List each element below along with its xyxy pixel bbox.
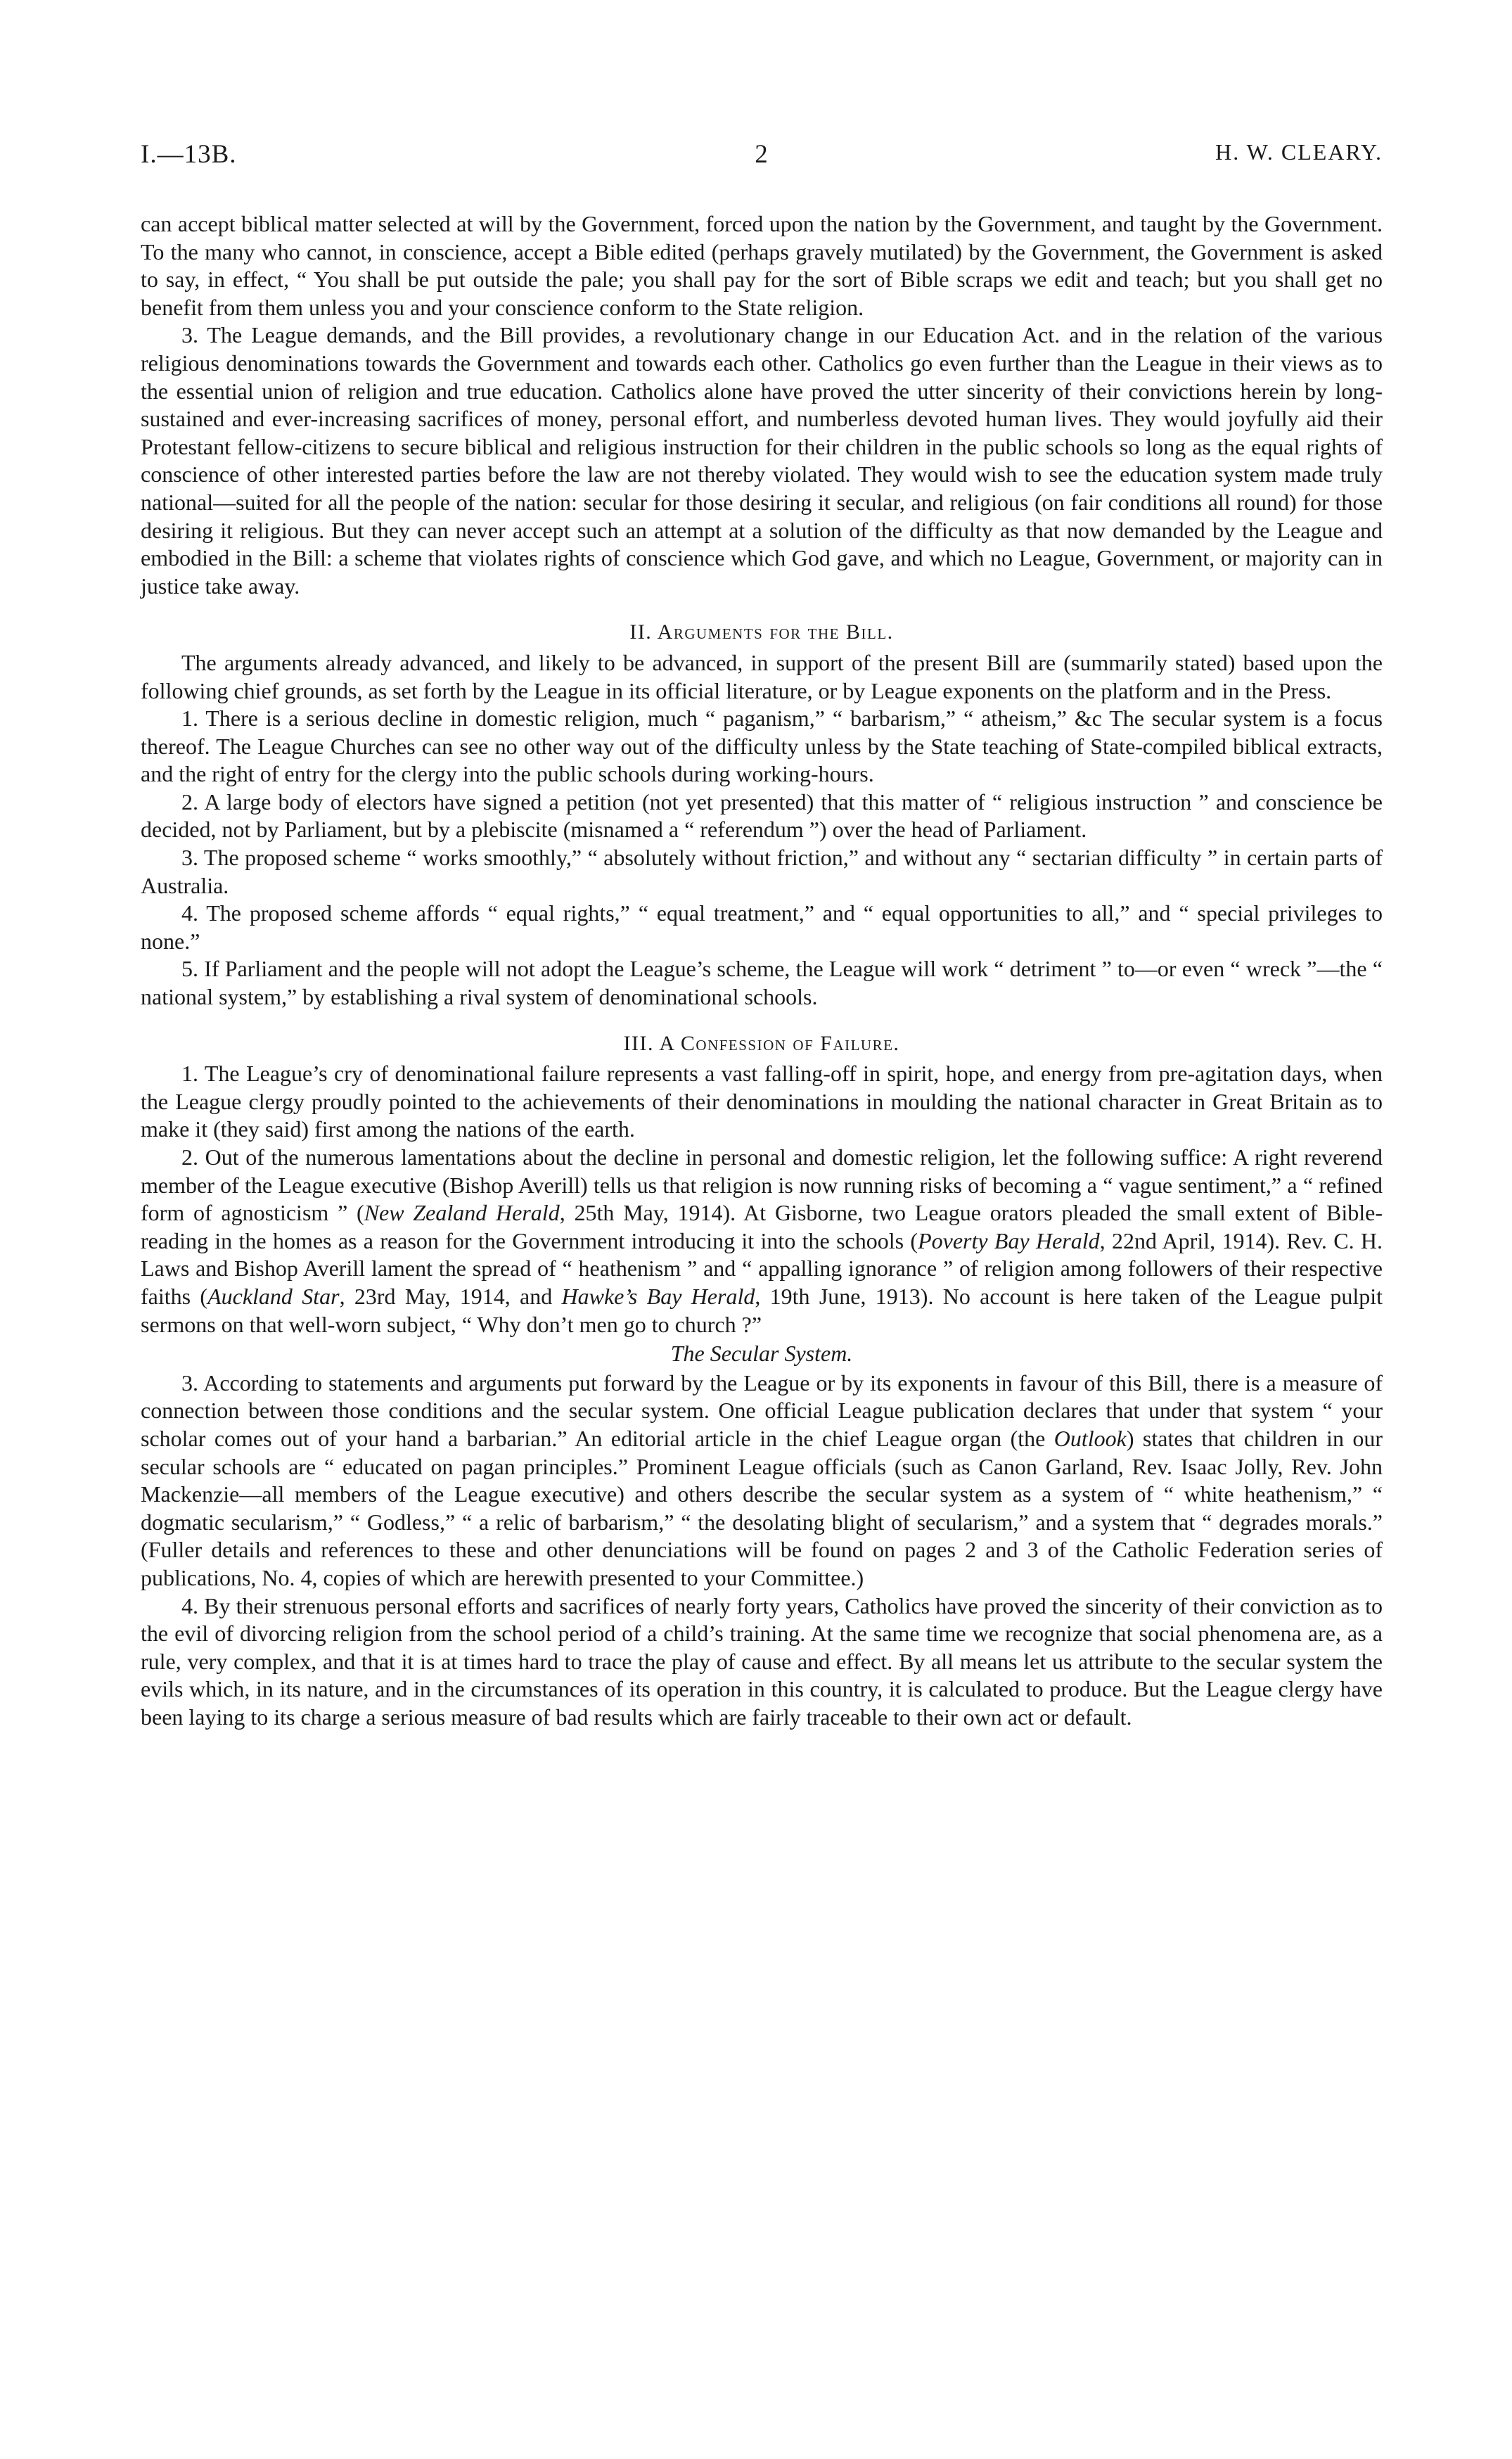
witness-name: H. W. CLEARY. <box>1215 139 1383 165</box>
page-header <box>141 139 1383 174</box>
source-citation: Poverty Bay Herald <box>918 1227 1100 1253</box>
argument-item: 5. If Parliament and the people will not adopt the League’s scheme, the League will work “ detriment ” to—or even “ wreck ”—the “ national system,” by establishing a rival system of denominational schools. <box>141 956 1383 1010</box>
document-reference: I.—13B. <box>141 140 237 169</box>
argument-item: 3. The proposed scheme “ works smoothly,” “ absolutely without friction,” and without any “ sectarian difficulty ” in certain parts of Australia. <box>141 845 1383 898</box>
confession-item-2 <box>141 1144 1383 1339</box>
text-run: ) states that children in our secular schools are “ educated on pagan principles.” Prominent League officials (such as Canon Garland, Rev. Isaac Jolly, Rev. John Mackenzie—all members of the League executive) and others describe the secular system as a system of “ white heathenism,” “ dogmatic secularism,” “ Godless,” “ a relic of barbarism,” “ the desolating blight of secularism,” and a system that “ degrades morals.” (Fuller details and references to these and other denunciations will be found on pages 2 and 3 of the Catholic Federation series of publications, No. 4, copies of which are herewith presented to your Committee.) <box>141 1425 1383 1590</box>
section-heading-arguments: II. Arguments for the Bill. <box>629 620 894 644</box>
paragraph-league-demands: 3. The League demands, and the Bill provides, a revolutionary change in our Education Act. and in the relation of the various religious denominations towards the Government and towards each other. Catholics go even further than the League in their views as to the essential union of religion and true education. Catholics alone have proved the utter sincerity of their convictions herein by long-sustained and ever-increasing sacrifices of money, personal effort, and numberless devoted human lives. They would joyfully aid their Protestant fellow-citizens to secure biblical and religious instruction for their children in the public schools so long as the equal rights of conscience of other interested parties before the law are not thereby violated. They would wish to see the education system made truly national—suited for all the people of the nation: secular for those desiring it secular, and religious (on fair conditions all round) for those desiring it religious. But they can never accept such an attempt at a solution of the difficulty as that now demanded by the League and embodied in the Bill: a scheme that violates rights of conscience which God gave, and which no League, Government, or majority can in justice take away. <box>141 322 1383 599</box>
argument-item: 1. There is a serious decline in domestic religion, much “ paganism,” “ barbarism,” “ atheism,” &c The secular system is a focus thereof. The League Churches can see no other way out of the difficulty unless by the State teaching of State-compiled biblical extracts, and the right of entry for the clergy into the public schools during working-hours. <box>141 705 1383 787</box>
text-run: 2. Out of the numerous lamentations about the decline in personal and domestic religion, let the following suffice: A right reverend member of the League executive (Bishop Averill) tells us that religion is now running risks of becoming a “ vague sentiment,” a “ refined form of agnosticism ” ( <box>141 1144 1383 1226</box>
confession-item-4: 4. By their strenuous personal efforts and sacrifices of nearly forty years, Catholics have proved the sincerity of their conviction as to the evil of divorcing religion from the school period of a child’s training. At the same time we recognize that social phenomena are, as a rule, very complex, and that it is at times hard to trace the play of cause and effect. By all means let us attribute to the secular system the evils which, in its nature, and in the circumstances of its operation in this country, it is calculated to produce. But the League clergy have been laying to its charge a serious measure of bad results which are fairly traceable to their own act or default. <box>141 1592 1383 1730</box>
confession-item-1: 1. The League’s cry of denominational failure represents a vast falling-off in spirit, hope, and energy from pre-agitation days, when the League clergy proudly pointed to the achievements of their denominations in moulding the national character in Great Britain as to make it (they said) first among the nations of the earth. <box>141 1061 1383 1142</box>
section-heading-confession: III. A Confession of Failure. <box>623 1031 900 1055</box>
text-run: , 22nd April, 1914). Rev. C. H. Laws and Bishop Averill lament the spread of “ heathenism ” and “ appalling ignorance ” of religion among followers of their respective faiths ( <box>141 1227 1383 1309</box>
argument-item: 4. The proposed scheme affords “ equal rights,” “ equal treatment,” and “ equal opportunities to all,” and “ special privileges to none.” <box>141 900 1383 954</box>
text-run: , 25th May, 1914). At Gisborne, two League orators pleaded the small extent of Bible-reading in the homes as a reason for the Government introducing it into the schools ( <box>141 1200 1383 1253</box>
page-number: 2 <box>755 140 769 169</box>
text-run: , 23rd May, 1914, and <box>339 1283 562 1309</box>
document-body <box>141 210 1383 1731</box>
confession-item-3 <box>141 1369 1383 1592</box>
source-citation: New Zealand Herald <box>364 1200 560 1226</box>
source-citation: Hawke’s Bay Herald <box>561 1283 755 1309</box>
text-run: , 19th June, 1913). No account is here taken of the League pulpit sermons on that well-worn subject, “ Why don’t men go to church ?” <box>141 1283 1383 1337</box>
text-run: 3. According to statements and arguments put forward by the League or by its exponents in favour of this Bill, there is a measure of connection between those conditions and the secular system. One official League publication declares that under that system “ your scholar comes out of your hand a barbarian.” An editorial article in the chief League organ (the <box>141 1369 1383 1451</box>
subheading-secular-system: The Secular System. <box>670 1341 853 1367</box>
argument-item: 2. A large body of electors have signed a petition (not yet presented) that this matter of “ religious instruction ” and conscience be decided, not by Parliament, but by a plebiscite (misnamed a “ referendum ”) over the head of Parliament. <box>141 788 1383 843</box>
paragraph-continuation: can accept biblical matter selected at will by the Government, forced upon the nation by the Government, and taught by the Government. To the many who cannot, in conscience, accept a Bible edited (perhaps gravely mutilated) by the Government, the Government is asked to say, in effect, “ You shall be put outside the pale; you shall pay for the sort of Bible scraps we edit and teach; but you shall get no benefit from them unless you and your conscience conform to the State religion. <box>141 211 1383 320</box>
source-citation: Outlook <box>1053 1425 1127 1451</box>
source-citation: Auckland Star <box>207 1283 340 1309</box>
arguments-intro: The arguments already advanced, and likely to be advanced, in support of the present Bill are (summarily stated) based upon the following chief grounds, as set forth by the League in its official literature, or by League exponents on the platform and in the Press. <box>141 649 1383 703</box>
